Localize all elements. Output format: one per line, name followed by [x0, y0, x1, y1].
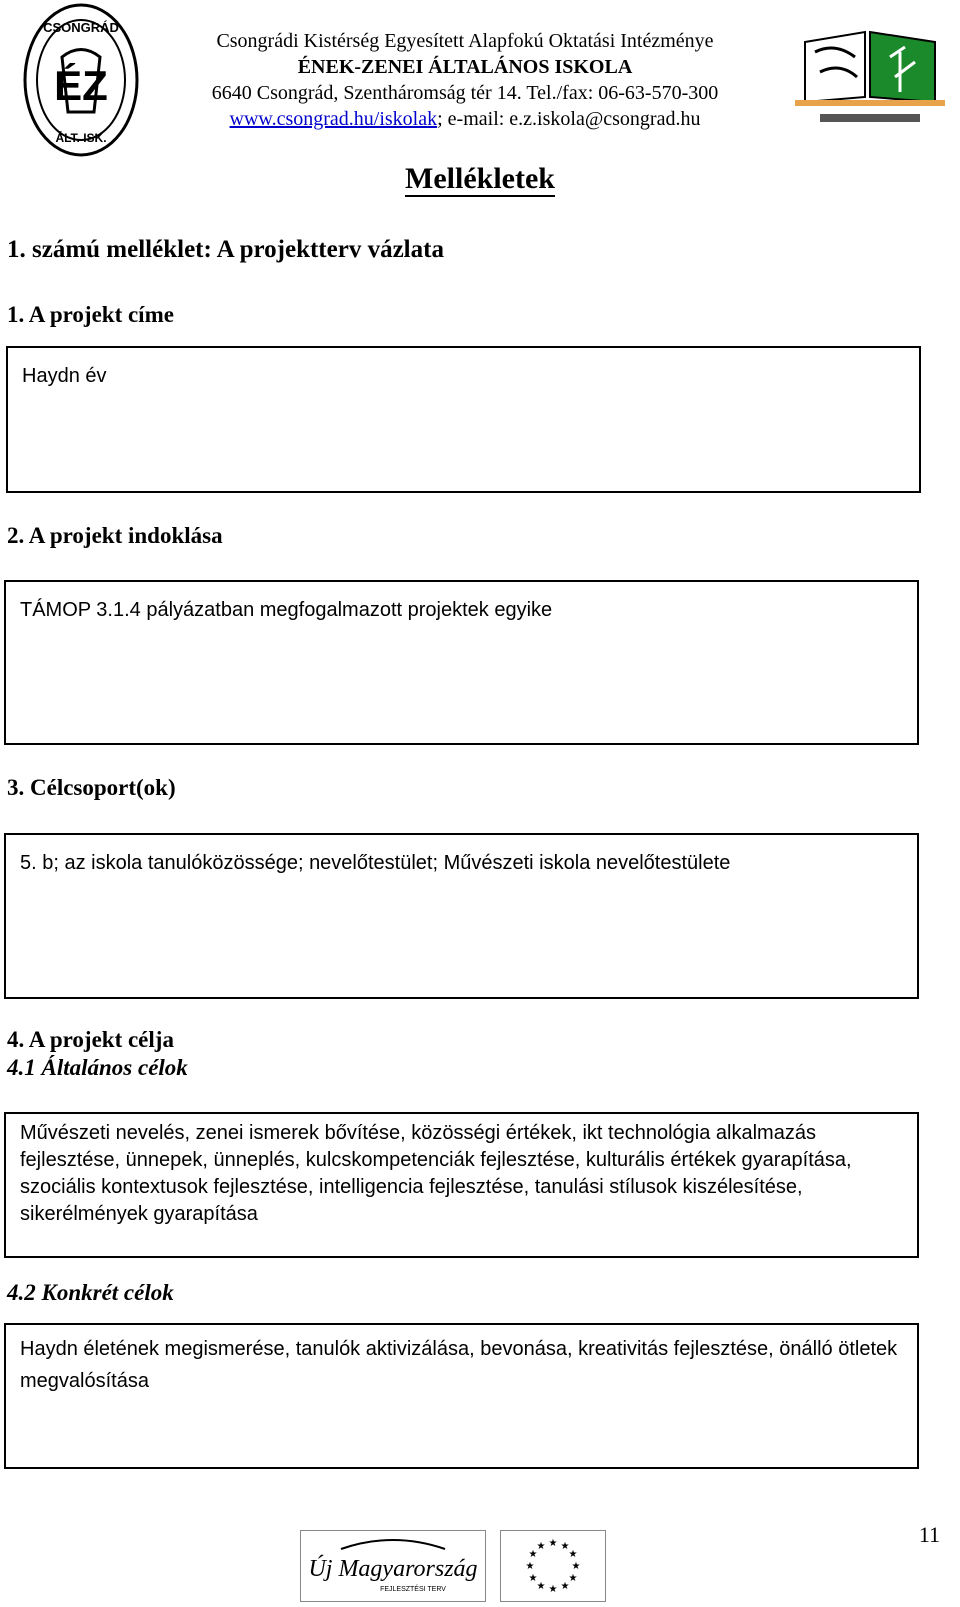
header-line1: Csongrádi Kistérség Egyesített Alapfokú Oktatási Intézménye	[216, 30, 714, 52]
svg-text:★: ★	[548, 1538, 558, 1549]
logo-bottom-text: ÁLT. ISK.	[55, 131, 107, 145]
uj-magyarorszag-logo	[300, 1530, 486, 1602]
section-3-title: 3. Célcsoport(ok)	[7, 775, 176, 800]
page-number: 11	[918, 1522, 940, 1547]
section-1-box	[6, 346, 921, 493]
svg-text:★: ★	[548, 1584, 558, 1595]
svg-text:★: ★	[525, 1561, 535, 1572]
website-link[interactable]: www.csongrad.hu/iskolak	[229, 108, 438, 130]
section-4-2-box	[4, 1323, 919, 1469]
eu-flag-logo	[500, 1530, 606, 1602]
book-tree-logo	[795, 22, 945, 132]
svg-text:★: ★	[560, 1541, 570, 1552]
header-school-name: ÉNEK-ZENEI ÁLTALÁNOS ISKOLA	[297, 56, 633, 78]
logo-um-sub: FEJLESZTÉSI TERV	[380, 1586, 446, 1593]
svg-text:★: ★	[536, 1541, 546, 1552]
svg-text:★: ★	[536, 1581, 546, 1592]
svg-text:★: ★	[528, 1549, 538, 1560]
logo-letters: ÉZ	[54, 62, 108, 109]
logo-um-text: Új Magyarország	[308, 1556, 478, 1582]
page-title: Mellékletek	[405, 162, 555, 195]
section-3-box	[4, 833, 919, 999]
email-text: ; e-mail: e.z.iskola@csongrad.hu	[437, 108, 701, 130]
svg-text:★: ★	[528, 1573, 538, 1584]
appendix-title: 1. számú melléklet: A projektterv vázlata	[7, 236, 444, 263]
section-3-text: 5. b; az iskola tanulóközössége; nevelőtestület; Művészeti iskola nevelőtestülete	[20, 852, 731, 874]
svg-text:★: ★	[568, 1549, 578, 1560]
section-4-1-text: Művészeti nevelés, zenei ismerek bővítése, közösségi értékek, ikt technológia alkalmazás fejlesztése, ünnepek, ünneplés, kulcskompetenciák fejlesztése, kulturális értékek gyarapítása, szociális kontextusok fejlesztése, intelligencia fejlesztése, tanulási stílusok kiszélesítése, sikerélmények gyarapítása	[20, 1122, 852, 1225]
header-info	[150, 28, 780, 132]
section-1-text: Haydn év	[22, 365, 107, 387]
section-2-text: TÁMOP 3.1.4 pályázatban megfogalmazott projektek egyike	[20, 599, 553, 621]
svg-text:★: ★	[560, 1581, 570, 1592]
header-address: 6640 Csongrád, Szentháromság tér 14. Tel./fax: 06-63-570-300	[211, 82, 719, 104]
section-2-title: 2. A projekt indoklása	[7, 523, 223, 548]
logo-top-text: CSONGRÁD	[43, 20, 119, 35]
section-1-title: 1. A projekt címe	[7, 302, 174, 327]
header-contact	[150, 106, 780, 132]
section-2-box	[4, 580, 919, 745]
section-4-2-title: 4.2 Konkrét célok	[7, 1280, 174, 1305]
school-logo	[22, 2, 140, 158]
section-4-1-title: 4.1 Általános célok	[7, 1055, 188, 1080]
svg-text:★: ★	[571, 1561, 581, 1572]
section-4-1-box	[4, 1112, 919, 1258]
section-4-2-text: Haydn életének megismerése, tanulók aktivizálása, bevonása, kreativitás fejlesztése, önálló ötletek megvalósítása	[20, 1338, 898, 1392]
section-4-title: 4. A projekt célja	[7, 1027, 174, 1052]
svg-text:★: ★	[568, 1573, 578, 1584]
